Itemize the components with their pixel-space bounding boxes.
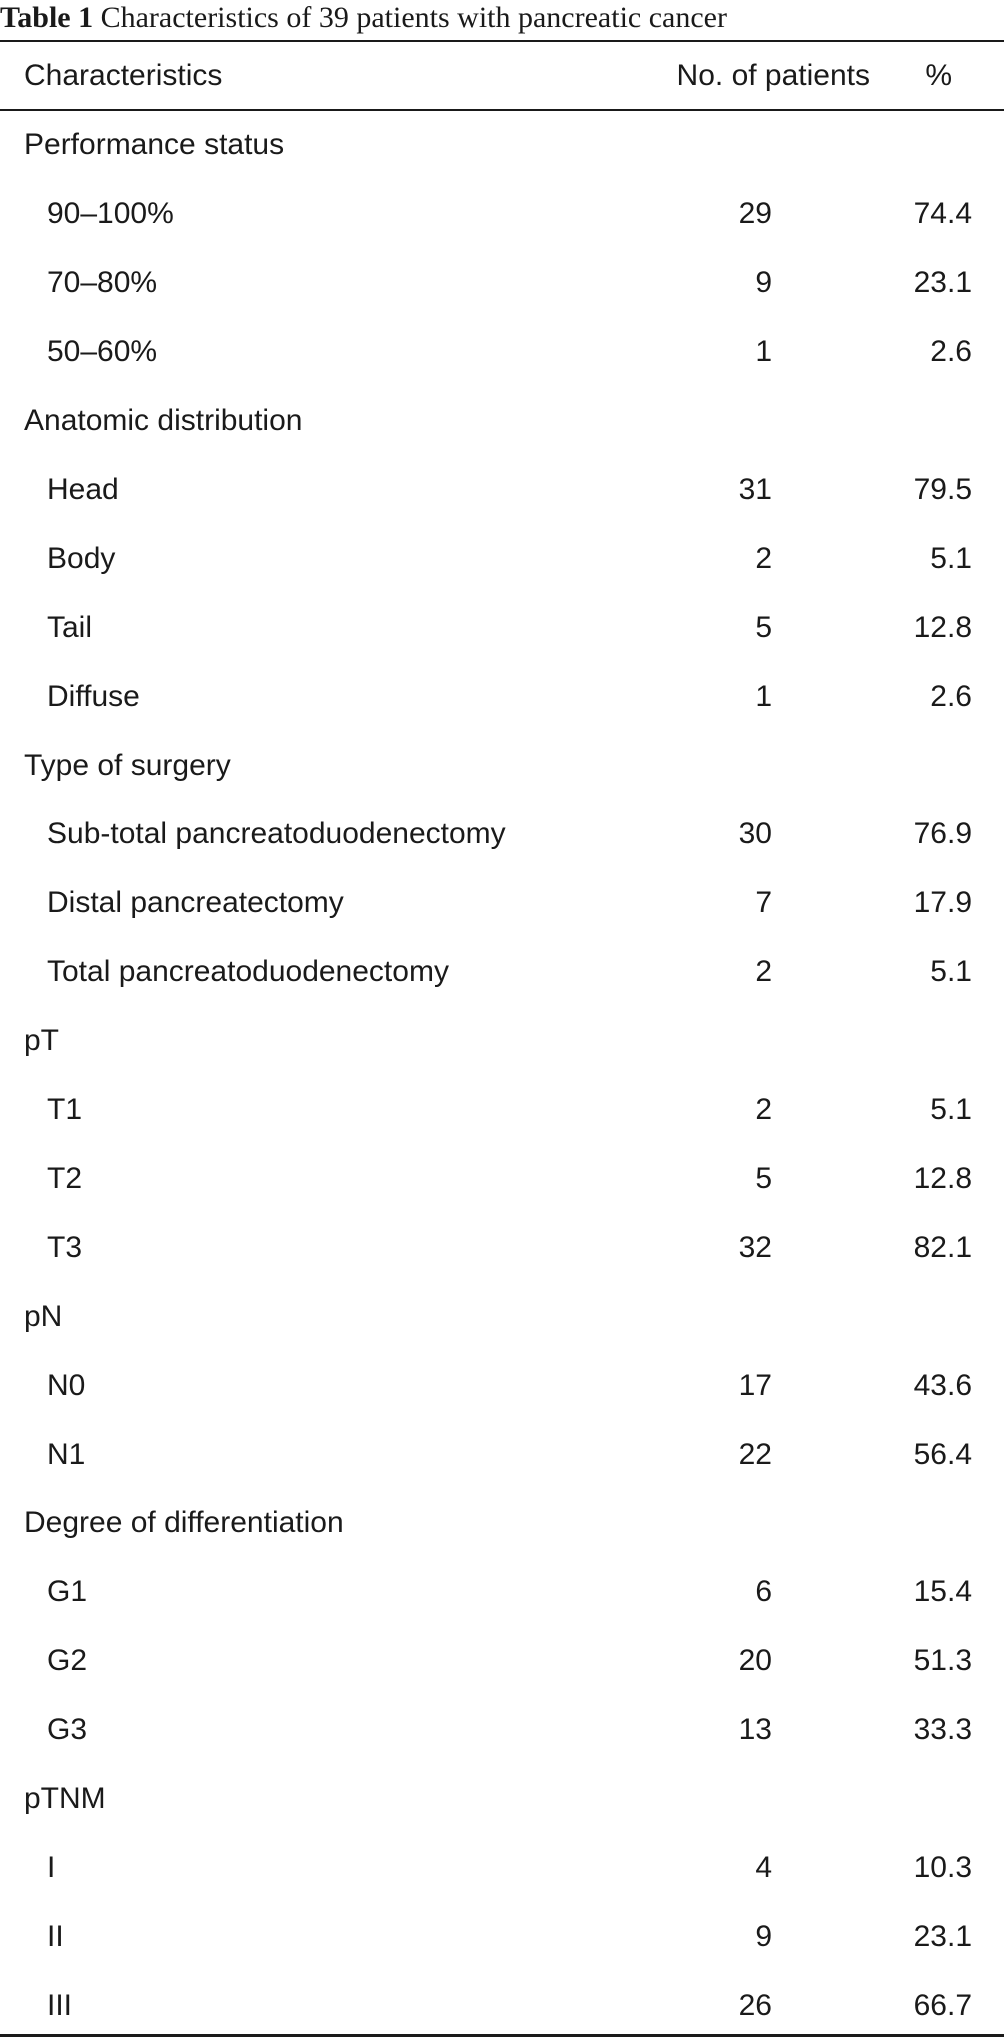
table-caption-label: Table 1 bbox=[0, 1, 94, 34]
patient-percent: 15.4 bbox=[913, 1575, 972, 1609]
patient-percent: 5.1 bbox=[930, 1093, 972, 1127]
characteristic-label: Distal pancreatectomy bbox=[47, 886, 344, 920]
patient-count: 5 bbox=[755, 610, 772, 644]
characteristic-label: G1 bbox=[47, 1575, 88, 1609]
patient-count: 30 bbox=[738, 817, 772, 851]
patient-count: 32 bbox=[738, 1230, 772, 1264]
table-bottom-rule bbox=[0, 2034, 1004, 2037]
group-label: pT bbox=[24, 1024, 60, 1058]
table-row bbox=[0, 662, 1004, 731]
table-group-row bbox=[0, 1282, 1004, 1351]
group-label: pN bbox=[24, 1299, 63, 1333]
patient-percent: 23.1 bbox=[913, 1919, 972, 1953]
table-group-row bbox=[0, 1007, 1004, 1076]
characteristic-label: N1 bbox=[47, 1437, 86, 1471]
patient-count: 31 bbox=[738, 472, 772, 506]
table-group-row bbox=[0, 387, 1004, 456]
patient-percent: 17.9 bbox=[913, 886, 972, 920]
group-label: Type of surgery bbox=[24, 748, 231, 782]
patient-percent: 23.1 bbox=[913, 266, 972, 300]
group-label: pTNM bbox=[24, 1782, 106, 1816]
patient-count: 17 bbox=[738, 1368, 772, 1402]
patient-count: 22 bbox=[738, 1437, 772, 1471]
patient-percent: 51.3 bbox=[913, 1644, 972, 1678]
patient-count: 5 bbox=[755, 1161, 772, 1195]
table-row bbox=[0, 1558, 1004, 1627]
table-row bbox=[0, 1834, 1004, 1903]
table-row bbox=[0, 800, 1004, 869]
patient-count: 1 bbox=[755, 335, 772, 369]
table-row bbox=[0, 1213, 1004, 1282]
table-row bbox=[0, 1145, 1004, 1214]
patient-percent: 10.3 bbox=[913, 1850, 972, 1884]
characteristic-label: Body bbox=[47, 541, 116, 575]
table-row bbox=[0, 1351, 1004, 1420]
group-label: Anatomic distribution bbox=[24, 404, 303, 438]
table-row bbox=[0, 1696, 1004, 1765]
patient-percent: 2.6 bbox=[930, 679, 972, 713]
patient-percent: 5.1 bbox=[930, 541, 972, 575]
table-group-row bbox=[0, 731, 1004, 800]
patient-percent: 66.7 bbox=[913, 1988, 972, 2022]
header-characteristics: Characteristics bbox=[24, 58, 223, 92]
table-caption-text: Characteristics of 39 patients with pancreatic cancer bbox=[100, 1, 727, 34]
patient-count: 6 bbox=[755, 1575, 772, 1609]
characteristic-label: 70–80% bbox=[47, 266, 158, 300]
patient-count: 2 bbox=[755, 541, 772, 575]
table-row bbox=[0, 1076, 1004, 1145]
patient-percent: 56.4 bbox=[913, 1437, 972, 1471]
characteristic-label: I bbox=[47, 1850, 56, 1884]
patient-count: 9 bbox=[755, 266, 772, 300]
patient-count: 1 bbox=[755, 679, 772, 713]
patient-count: 13 bbox=[738, 1713, 772, 1747]
patient-count: 26 bbox=[738, 1988, 772, 2022]
characteristic-label: Diffuse bbox=[47, 679, 140, 713]
characteristic-label: G3 bbox=[47, 1713, 88, 1747]
group-label: Degree of differentiation bbox=[24, 1506, 344, 1540]
patient-count: 4 bbox=[755, 1850, 772, 1884]
patient-percent: 33.3 bbox=[913, 1713, 972, 1747]
characteristic-label: III bbox=[47, 1988, 73, 2022]
table-row bbox=[0, 456, 1004, 525]
table-row bbox=[0, 318, 1004, 387]
header-patient-count: No. of patients bbox=[676, 58, 870, 92]
table-group-row bbox=[0, 111, 1004, 180]
patient-count: 7 bbox=[755, 886, 772, 920]
table-row bbox=[0, 1971, 1004, 2040]
table-row bbox=[0, 524, 1004, 593]
characteristic-label: Tail bbox=[47, 610, 93, 644]
patient-percent: 79.5 bbox=[913, 472, 972, 506]
table-group-row bbox=[0, 1489, 1004, 1558]
table-row bbox=[0, 1902, 1004, 1971]
table-header-row bbox=[0, 42, 1004, 109]
patient-percent: 5.1 bbox=[930, 955, 972, 989]
table-group-row bbox=[0, 1765, 1004, 1834]
characteristic-label: G2 bbox=[47, 1644, 88, 1678]
table-row bbox=[0, 869, 1004, 938]
patient-percent: 74.4 bbox=[913, 197, 972, 231]
table-row bbox=[0, 249, 1004, 318]
header-percent: % bbox=[925, 58, 952, 92]
characteristic-label: II bbox=[47, 1919, 64, 1953]
patient-percent: 43.6 bbox=[913, 1368, 972, 1402]
table-row bbox=[0, 1627, 1004, 1696]
patient-percent: 82.1 bbox=[913, 1230, 972, 1264]
characteristic-label: Sub-total pancreatoduodenectomy bbox=[47, 817, 506, 851]
characteristic-label: 90–100% bbox=[47, 197, 174, 231]
characteristic-label: T2 bbox=[47, 1161, 83, 1195]
characteristic-label: Head bbox=[47, 472, 119, 506]
patient-percent: 76.9 bbox=[913, 817, 972, 851]
table-row bbox=[0, 180, 1004, 249]
table-row bbox=[0, 938, 1004, 1007]
group-label: Performance status bbox=[24, 128, 285, 162]
table-row bbox=[0, 1420, 1004, 1489]
patient-count: 29 bbox=[738, 197, 772, 231]
patient-count: 2 bbox=[755, 955, 772, 989]
table-caption bbox=[0, 0, 1004, 40]
patient-count: 9 bbox=[755, 1919, 772, 1953]
characteristic-label: Total pancreatoduodenectomy bbox=[47, 955, 449, 989]
characteristic-label: T3 bbox=[47, 1230, 83, 1264]
patient-count: 2 bbox=[755, 1093, 772, 1127]
characteristic-label: 50–60% bbox=[47, 335, 158, 369]
table-row bbox=[0, 593, 1004, 662]
patient-percent: 12.8 bbox=[913, 610, 972, 644]
patient-percent: 2.6 bbox=[930, 335, 972, 369]
patient-count: 20 bbox=[738, 1644, 772, 1678]
characteristic-label: T1 bbox=[47, 1093, 83, 1127]
characteristic-label: N0 bbox=[47, 1368, 86, 1402]
patient-percent: 12.8 bbox=[913, 1161, 972, 1195]
